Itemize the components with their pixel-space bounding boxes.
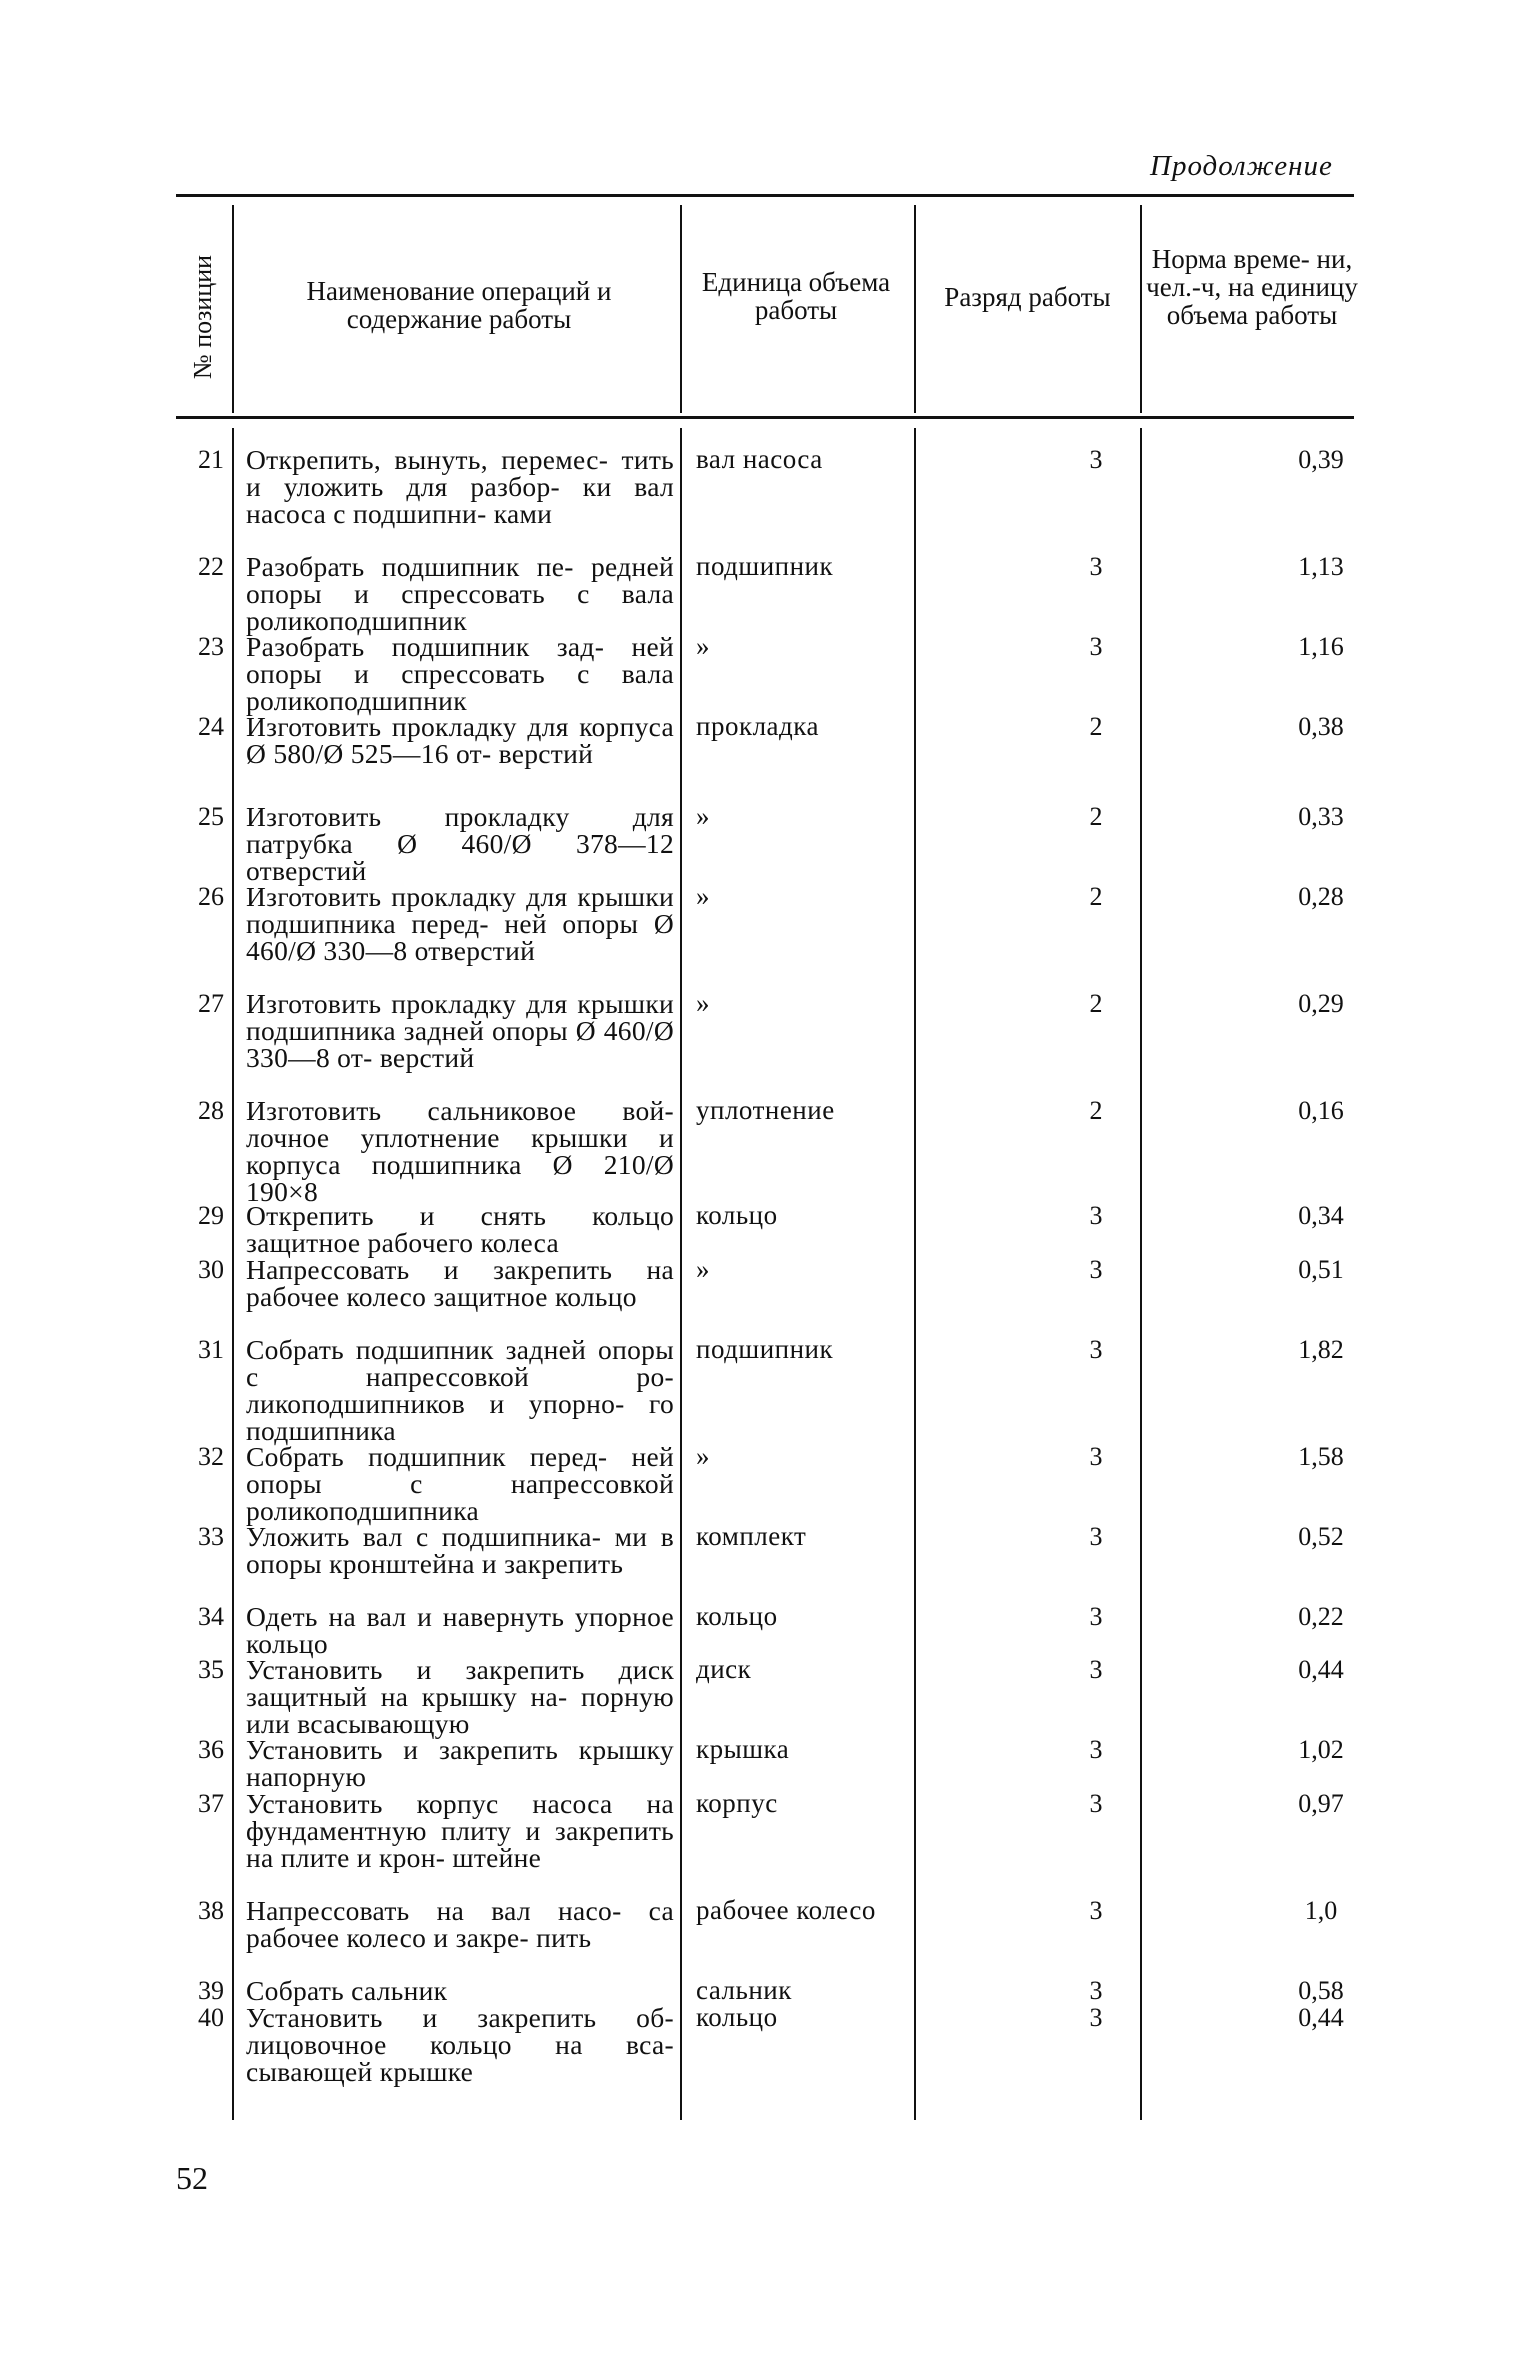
- operation-text: Изготовить прокладку для крышки подшипника перед- ней опоры Ø 460/Ø 330—8 отверстий: [246, 881, 674, 966]
- position-number: 33: [198, 1522, 224, 1551]
- operation-text: Изготовить прокладку для корпуса Ø 580/Ø 525—16 от- верстий: [246, 711, 674, 769]
- norm-cell: 0,51: [1298, 1255, 1344, 1284]
- rank-cell: 3: [1089, 632, 1103, 661]
- position-number: 23: [198, 632, 224, 661]
- operation-text: Одеть на вал и навернуть упорное кольцо: [246, 1601, 674, 1659]
- operation-text: Уложить вал с подшипника- ми в опоры кронштейна и закрепить: [246, 1521, 674, 1579]
- position-number: 31: [198, 1335, 224, 1364]
- unit-cell: прокладка: [696, 711, 819, 741]
- operation-text: Напрессовать на вал насо- са рабочее колесо и закре- пить: [246, 1895, 674, 1953]
- rank-cell: 3: [1089, 2003, 1103, 2032]
- operation-text: Изготовить сальниковое вой- лочное уплотнение крышки и корпуса подшипника Ø 210/Ø 190×8: [246, 1095, 674, 1207]
- position-number: 40: [198, 2003, 224, 2032]
- unit-cell: »: [696, 1441, 710, 1471]
- position-number: 21: [198, 445, 224, 474]
- unit-cell: »: [696, 988, 710, 1018]
- rank-cell: 2: [1089, 802, 1103, 831]
- operation-text: Разобрать подшипник зад- ней опоры и спрессовать с вала роликоподшипник: [246, 631, 674, 716]
- header-operation: Наименование операций и содержание работы: [306, 276, 612, 334]
- position-number: 26: [198, 882, 224, 911]
- rank-cell: 3: [1089, 1201, 1103, 1230]
- operation-text: Установить и закрепить диск защитный на крышку на- порную или всасывающую: [246, 1654, 674, 1739]
- norm-cell: 0,28: [1298, 882, 1344, 911]
- operation-text: Установить и закрепить об- лицовочное кольцо на вса- сывающей крышке: [246, 2002, 674, 2087]
- norm-cell: 0,44: [1298, 2003, 1344, 2032]
- operation-text: Собрать подшипник перед- ней опоры с напрессовкой роликоподшипника: [246, 1441, 674, 1526]
- norm-cell: 0,52: [1298, 1522, 1344, 1551]
- position-number: 24: [198, 712, 224, 741]
- norm-cell: 0,38: [1298, 712, 1344, 741]
- position-number: 22: [198, 552, 224, 581]
- rank-cell: 2: [1089, 882, 1103, 911]
- unit-cell: комплект: [696, 1521, 807, 1551]
- header-bottom-rule: [176, 416, 1354, 419]
- norm-cell: 1,82: [1298, 1335, 1344, 1364]
- header-divider-2: [680, 205, 682, 413]
- norm-cell: 1,13: [1298, 552, 1344, 581]
- rank-cell: 3: [1089, 445, 1103, 474]
- unit-cell: сальник: [696, 1975, 792, 2005]
- unit-cell: »: [696, 1254, 710, 1284]
- position-number: 29: [198, 1201, 224, 1230]
- norm-cell: 0,97: [1298, 1789, 1344, 1818]
- unit-cell: кольцо: [696, 1601, 778, 1631]
- norm-cell: 0,58: [1298, 1976, 1344, 2005]
- header-position: № позиции: [188, 254, 217, 380]
- norm-cell: 0,34: [1298, 1201, 1344, 1230]
- unit-cell: »: [696, 881, 710, 911]
- header-divider-4: [1140, 205, 1142, 413]
- rank-cell: 3: [1089, 552, 1103, 581]
- norm-cell: 1,58: [1298, 1442, 1344, 1471]
- body-divider-2: [680, 428, 682, 2120]
- operation-text: Установить корпус насоса на фундаментную плиту и закрепить на плите и крон- штейне: [246, 1788, 674, 1873]
- unit-cell: подшипник: [696, 551, 834, 581]
- rank-cell: 3: [1089, 1735, 1103, 1764]
- unit-cell: уплотнение: [696, 1095, 835, 1125]
- unit-cell: »: [696, 631, 710, 661]
- position-number: 28: [198, 1096, 224, 1125]
- operation-text: Открепить и снять кольцо защитное рабочего колеса: [246, 1200, 674, 1258]
- rank-cell: 3: [1089, 1789, 1103, 1818]
- norm-cell: 0,22: [1298, 1602, 1344, 1631]
- table-top-rule: [176, 194, 1354, 197]
- norm-cell: 1,02: [1298, 1735, 1344, 1764]
- rank-cell: 3: [1089, 1442, 1103, 1471]
- continuation-label: Продолжение: [1150, 150, 1333, 182]
- position-number: 38: [198, 1896, 224, 1925]
- body-divider-1: [232, 428, 234, 2120]
- rank-cell: 2: [1089, 1096, 1103, 1125]
- header-unit: Единица объема работы: [701, 267, 891, 325]
- norm-cell: 0,29: [1298, 989, 1344, 1018]
- header-divider-3: [914, 205, 916, 413]
- rank-cell: 3: [1089, 1896, 1103, 1925]
- header-norm: Норма време- ни, чел.-ч, на единицу объема работы: [1146, 244, 1358, 330]
- rank-cell: 3: [1089, 1655, 1103, 1684]
- operation-text: Разобрать подшипник пе- редней опоры и спрессовать с вала роликоподшипник: [246, 551, 674, 636]
- header-rank: Разряд работы: [944, 282, 1111, 312]
- operation-text: Собрать сальник: [246, 1975, 448, 2006]
- norm-cell: 1,16: [1298, 632, 1344, 661]
- position-number: 39: [198, 1976, 224, 2005]
- operation-text: Установить и закрепить крышку напорную: [246, 1734, 674, 1792]
- unit-cell: кольцо: [696, 1200, 778, 1230]
- unit-cell: кольцо: [696, 2002, 778, 2032]
- page-number: 52: [176, 2160, 208, 2196]
- unit-cell: вал насоса: [696, 444, 823, 474]
- unit-cell: крышка: [696, 1734, 790, 1764]
- position-number: 36: [198, 1735, 224, 1764]
- norm-cell: 0,16: [1298, 1096, 1344, 1125]
- norm-cell: 1,0: [1304, 1896, 1338, 1925]
- position-number: 34: [198, 1602, 224, 1631]
- header-divider-1: [232, 205, 234, 413]
- position-number: 37: [198, 1789, 224, 1818]
- unit-cell: диск: [696, 1654, 752, 1684]
- position-number: 35: [198, 1655, 224, 1684]
- rank-cell: 3: [1089, 1255, 1103, 1284]
- position-number: 25: [198, 802, 224, 831]
- position-number: 30: [198, 1255, 224, 1284]
- operation-text: Собрать подшипник задней опоры с напрессовкой ро- ликоподшипников и упорно- го подшипника: [246, 1334, 674, 1446]
- rank-cell: 2: [1089, 989, 1103, 1018]
- operation-text: Изготовить прокладку для крышки подшипника задней опоры Ø 460/Ø 330—8 от- верстий: [246, 988, 674, 1073]
- norm-cell: 0,33: [1298, 802, 1344, 831]
- position-number: 32: [198, 1442, 224, 1471]
- rank-cell: 3: [1089, 1602, 1103, 1631]
- unit-cell: корпус: [696, 1788, 778, 1818]
- operation-text: Изготовить прокладку для патрубка Ø 460/Ø 378—12 отверстий: [246, 801, 674, 886]
- operation-text: Открепить, вынуть, перемес- тить и уложить для разбор- ки вал насоса с подшипни- ками: [246, 444, 674, 529]
- norm-cell: 0,44: [1298, 1655, 1344, 1684]
- position-number: 27: [198, 989, 224, 1018]
- unit-cell: подшипник: [696, 1334, 834, 1364]
- rank-cell: 3: [1089, 1522, 1103, 1551]
- rank-cell: 3: [1089, 1335, 1103, 1364]
- unit-cell: рабочее колесо: [696, 1895, 876, 1925]
- operation-text: Напрессовать и закрепить на рабочее колесо защитное кольцо: [246, 1254, 674, 1312]
- rank-cell: 2: [1089, 712, 1103, 741]
- norm-cell: 0,39: [1298, 445, 1344, 474]
- rank-cell: 3: [1089, 1976, 1103, 2005]
- unit-cell: »: [696, 801, 710, 831]
